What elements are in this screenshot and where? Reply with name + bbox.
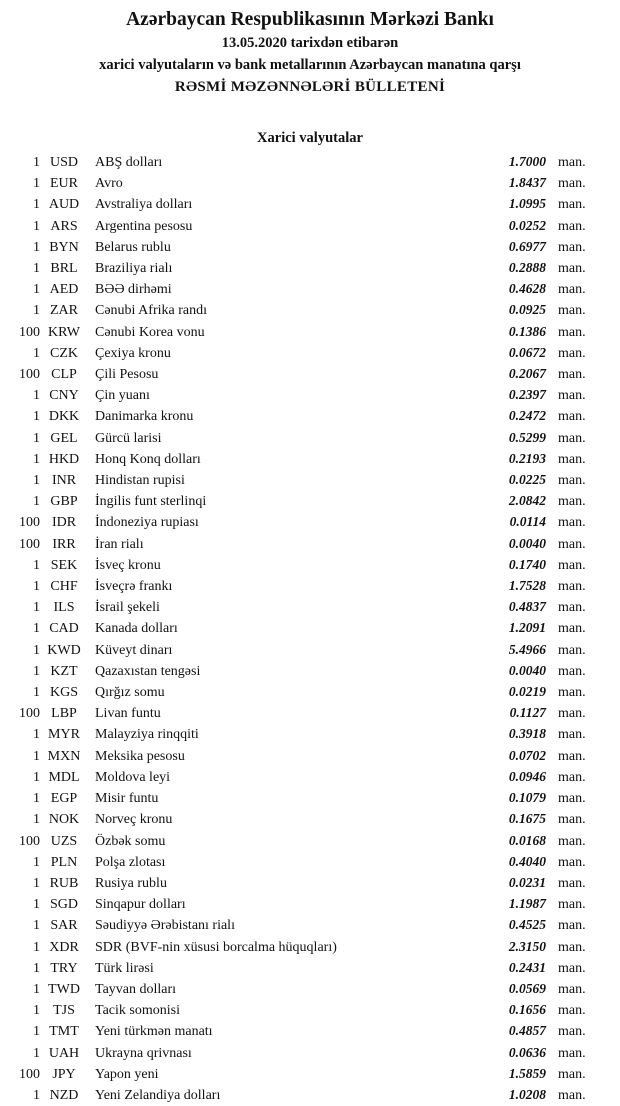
row-unit: man. (558, 1066, 586, 1082)
row-currency-name: Polşa zlotası (95, 854, 166, 870)
row-rate: 1.1987 (508, 896, 546, 912)
row-rate: 0.2397 (508, 387, 546, 403)
table-row (0, 343, 620, 364)
row-unit: man. (558, 367, 586, 383)
row-currency-code: CAD (49, 621, 79, 637)
row-currency-code: ARS (50, 218, 78, 234)
row-currency-name: İngilis funt sterlinqi (95, 494, 207, 510)
row-currency-code: NZD (49, 1087, 79, 1103)
table-row (0, 937, 620, 958)
table-row (0, 1085, 620, 1106)
table-row (0, 364, 620, 385)
row-currency-code: TWD (48, 981, 80, 997)
row-currency-code: ZAR (50, 303, 78, 319)
row-currency-code: BRL (50, 261, 78, 277)
row-currency-code: CZK (50, 345, 78, 361)
row-quantity: 1 (33, 875, 40, 891)
row-quantity: 1 (33, 812, 40, 828)
row-unit: man. (558, 706, 586, 722)
row-quantity: 1 (33, 282, 40, 298)
row-currency-name: Yeni Zelandiya dolları (95, 1087, 221, 1103)
row-quantity: 100 (19, 367, 40, 383)
row-quantity: 100 (19, 324, 40, 340)
row-rate: 0.0168 (508, 832, 546, 848)
row-unit: man. (558, 981, 586, 997)
row-quantity: 1 (33, 579, 40, 595)
table-row (0, 406, 620, 427)
row-currency-code: PLN (50, 854, 78, 870)
row-currency-code: MYR (48, 727, 80, 743)
row-currency-code: MXN (47, 748, 81, 764)
row-unit: man. (558, 854, 586, 870)
row-currency-code: INR (51, 473, 77, 489)
row-currency-code: SGD (49, 897, 78, 913)
table-row (0, 852, 620, 873)
row-quantity: 1 (33, 557, 40, 573)
row-quantity: 1 (33, 494, 40, 510)
row-rate: 0.1656 (508, 1002, 546, 1018)
table-row (0, 915, 620, 936)
row-quantity: 1 (33, 727, 40, 743)
row-currency-code: KWD (47, 642, 81, 658)
row-quantity: 100 (19, 833, 40, 849)
row-quantity: 1 (33, 960, 40, 976)
row-rate: 2.3150 (508, 938, 546, 954)
row-rate: 0.0225 (508, 472, 546, 488)
row-unit: man. (558, 197, 586, 213)
row-currency-code: SEK (50, 557, 78, 573)
row-quantity: 1 (33, 218, 40, 234)
row-quantity: 1 (33, 769, 40, 785)
row-currency-code: XDR (49, 939, 79, 955)
row-unit: man. (558, 345, 586, 361)
row-rate: 0.2193 (508, 450, 546, 466)
row-unit: man. (558, 1024, 586, 1040)
row-unit: man. (558, 875, 586, 891)
row-rate: 0.2888 (508, 260, 546, 276)
row-currency-name: Sinqapur dolları (95, 897, 186, 913)
row-quantity: 1 (33, 473, 40, 489)
row-currency-name: Argentina pesosu (95, 218, 193, 234)
row-currency-code: LBP (51, 706, 77, 722)
row-rate: 0.0231 (508, 874, 546, 890)
row-rate: 1.5859 (508, 1065, 546, 1081)
table-row (0, 237, 620, 258)
row-currency-name: Qırğız somu (95, 685, 165, 701)
table-row (0, 216, 620, 237)
table-row (0, 491, 620, 512)
row-unit: man. (558, 748, 586, 764)
table-row (0, 979, 620, 1000)
row-rate: 0.4525 (508, 917, 546, 933)
row-unit: man. (558, 494, 586, 510)
bank-title: Azərbaycan Respublikasının Mərkəzi Bankı (126, 9, 494, 30)
table-row (0, 809, 620, 830)
row-rate: 1.0208 (508, 1086, 546, 1102)
row-quantity: 1 (33, 388, 40, 404)
row-currency-name: Malayziya rinqqiti (95, 727, 199, 743)
row-quantity: 1 (33, 748, 40, 764)
row-rate: 0.4837 (508, 599, 546, 615)
row-quantity: 1 (33, 685, 40, 701)
row-currency-name: Türk lirəsi (95, 960, 154, 976)
row-unit: man. (558, 600, 586, 616)
row-unit: man. (558, 1087, 586, 1103)
row-currency-name: Qazaxıstan tengəsi (95, 663, 201, 679)
table-row (0, 1043, 620, 1064)
row-unit: man. (558, 960, 586, 976)
row-currency-code: HKD (48, 451, 80, 467)
row-unit: man. (558, 515, 586, 531)
row-currency-name: Danimarka kronu (95, 409, 194, 425)
row-quantity: 1 (33, 621, 40, 637)
row-currency-name: Çin yuanı (95, 388, 150, 404)
row-currency-code: USD (49, 155, 78, 170)
row-quantity: 1 (33, 451, 40, 467)
row-quantity: 1 (33, 155, 40, 170)
table-row (0, 279, 620, 300)
table-row (0, 385, 620, 406)
row-currency-code: KGS (49, 685, 78, 701)
row-currency-name: Səudiyyə Ərəbistanı rialı (95, 918, 235, 934)
row-rate: 1.7528 (508, 578, 546, 594)
bulletin-title: RƏSMİ MƏZƏNNƏLƏRİ BÜLLETENİ (174, 79, 446, 95)
row-quantity: 1 (33, 918, 40, 934)
table-row (0, 767, 620, 788)
row-unit: man. (558, 918, 586, 934)
row-currency-code: IRR (52, 536, 76, 552)
row-currency-code: JPY (52, 1066, 76, 1082)
table-row (0, 894, 620, 915)
date-line: 13.05.2020 tarixdən etibarən (221, 35, 399, 51)
row-currency-code: CLP (51, 367, 77, 383)
row-quantity: 100 (19, 515, 40, 531)
row-currency-name: BƏƏ dirhəmi (95, 282, 172, 298)
row-unit: man. (558, 642, 586, 658)
row-unit: man. (558, 473, 586, 489)
table-row (0, 958, 620, 979)
row-currency-name: Yeni türkmən manatı (95, 1024, 213, 1040)
table-row (0, 661, 620, 682)
table-row (0, 682, 620, 703)
row-quantity: 1 (33, 303, 40, 319)
row-rate: 0.1127 (509, 705, 546, 721)
row-currency-code: TJS (53, 1003, 75, 1019)
row-currency-name: Kanada dolları (95, 621, 178, 637)
table-row (0, 322, 620, 343)
row-currency-code: AED (49, 282, 79, 298)
row-unit: man. (558, 451, 586, 467)
table-row (0, 724, 620, 745)
table-row (0, 1021, 620, 1042)
row-unit: man. (558, 557, 586, 573)
row-quantity: 1 (33, 600, 40, 616)
row-currency-name: Tacik somonisi (95, 1003, 180, 1019)
row-unit: man. (558, 769, 586, 785)
row-rate: 0.1740 (508, 556, 546, 572)
subject-line: xarici valyutaların və bank metallarının Azərbaycan manatına qarşı (99, 57, 521, 73)
rates-table (0, 152, 620, 1106)
row-currency-name: Hindistan rupisi (95, 473, 185, 489)
row-currency-name: İsrail şekeli (95, 600, 160, 616)
row-currency-name: Meksika pesosu (95, 748, 185, 764)
row-currency-name: İran rialı (95, 536, 144, 552)
row-rate: 0.6977 (508, 238, 546, 254)
row-unit: man. (558, 536, 586, 552)
row-unit: man. (558, 812, 586, 828)
row-quantity: 1 (33, 897, 40, 913)
row-quantity: 1 (33, 791, 40, 807)
row-quantity: 1 (33, 345, 40, 361)
row-currency-name: Rusiya rublu (95, 875, 167, 891)
row-quantity: 1 (33, 197, 40, 213)
row-rate: 0.0946 (508, 768, 546, 784)
row-rate: 0.0925 (508, 302, 546, 318)
table-row (0, 512, 620, 533)
row-unit: man. (558, 833, 586, 849)
row-currency-name: Ukrayna qrivnası (95, 1045, 192, 1061)
row-currency-code: CNY (49, 388, 79, 404)
row-quantity: 1 (33, 176, 40, 192)
row-rate: 0.4040 (508, 853, 546, 869)
row-currency-code: GBP (50, 494, 78, 510)
row-rate: 0.0040 (508, 662, 546, 678)
table-row (0, 1000, 620, 1021)
row-quantity: 1 (33, 981, 40, 997)
table-row (0, 428, 620, 449)
row-currency-code: BYN (49, 239, 79, 255)
row-currency-name: ABŞ dolları (95, 155, 163, 170)
row-currency-code: MDL (48, 769, 80, 785)
row-rate: 1.8437 (508, 175, 546, 191)
row-currency-code: UAH (48, 1045, 80, 1061)
row-currency-code: ILS (53, 600, 75, 616)
row-rate: 0.0114 (509, 514, 546, 530)
row-quantity: 1 (33, 1087, 40, 1103)
row-currency-name: Honq Konq dolları (95, 451, 201, 467)
row-currency-name: İsveçrə frankı (95, 579, 173, 595)
row-rate: 0.2067 (508, 366, 546, 382)
row-rate: 0.4857 (508, 1023, 546, 1039)
row-currency-code: CHF (50, 579, 78, 595)
row-unit: man. (558, 685, 586, 701)
table-row (0, 703, 620, 724)
row-currency-code: TRY (50, 960, 78, 976)
table-row (0, 640, 620, 661)
row-rate: 0.1079 (508, 790, 546, 806)
table-row (0, 258, 620, 279)
row-currency-code: DKK (48, 409, 80, 425)
row-currency-code: SAR (50, 918, 78, 934)
row-unit: man. (558, 239, 586, 255)
row-currency-code: TMT (49, 1024, 79, 1040)
row-currency-name: Yapon yeni (95, 1066, 159, 1082)
row-unit: man. (558, 176, 586, 192)
row-currency-name: Livan funtu (95, 706, 161, 722)
row-quantity: 1 (33, 1003, 40, 1019)
row-rate: 0.0672 (508, 344, 546, 360)
row-quantity: 1 (33, 939, 40, 955)
row-unit: man. (558, 621, 586, 637)
row-quantity: 1 (33, 642, 40, 658)
row-currency-code: KRW (48, 324, 80, 340)
row-currency-name: SDR (BVF-nin xüsusi borcalma hüquqları) (95, 939, 337, 955)
row-quantity: 1 (33, 261, 40, 277)
row-rate: 0.0040 (508, 535, 546, 551)
row-quantity: 100 (19, 536, 40, 552)
table-row (0, 1064, 620, 1085)
table-row (0, 873, 620, 894)
row-quantity: 1 (33, 1024, 40, 1040)
row-unit: man. (558, 324, 586, 340)
row-rate: 1.2091 (508, 620, 546, 636)
row-unit: man. (558, 155, 586, 170)
row-currency-code: UZS (50, 833, 78, 849)
row-unit: man. (558, 409, 586, 425)
table-row (0, 534, 620, 555)
row-currency-name: Çili Pesosu (95, 367, 159, 383)
row-unit: man. (558, 261, 586, 277)
table-row (0, 576, 620, 597)
row-currency-name: Küveyt dinarı (95, 642, 173, 658)
row-rate: 1.0995 (508, 196, 546, 212)
row-rate: 2.0842 (508, 493, 546, 509)
row-currency-name: Belarus rublu (95, 239, 171, 255)
row-unit: man. (558, 282, 586, 298)
row-currency-code: KZT (50, 663, 78, 679)
row-quantity: 1 (33, 1045, 40, 1061)
row-currency-code: EGP (50, 791, 78, 807)
row-currency-name: Norveç kronu (95, 812, 173, 828)
row-quantity: 1 (33, 854, 40, 870)
row-currency-name: Tayvan dolları (95, 981, 177, 997)
row-rate: 0.0569 (508, 980, 546, 996)
row-currency-code: NOK (48, 812, 80, 828)
row-rate: 0.2431 (508, 959, 546, 975)
table-row (0, 300, 620, 321)
table-row (0, 746, 620, 767)
row-currency-name: Braziliya rialı (95, 261, 173, 277)
row-rate: 0.0702 (508, 747, 546, 763)
table-row (0, 788, 620, 809)
row-unit: man. (558, 218, 586, 234)
row-currency-code: GEL (50, 430, 78, 446)
row-quantity: 1 (33, 663, 40, 679)
row-quantity: 1 (33, 239, 40, 255)
row-rate: 0.0219 (508, 684, 546, 700)
row-unit: man. (558, 303, 586, 319)
row-currency-name: Cənubi Afrika randı (95, 303, 207, 319)
row-unit: man. (558, 727, 586, 743)
row-unit: man. (558, 388, 586, 404)
row-rate: 0.3918 (508, 726, 546, 742)
row-currency-name: İsveç kronu (95, 557, 161, 573)
row-currency-code: IDR (51, 515, 77, 531)
table-row (0, 194, 620, 215)
row-currency-name: Çexiya kronu (95, 345, 171, 361)
table-row (0, 173, 620, 194)
row-quantity: 1 (33, 430, 40, 446)
row-currency-code: AUD (48, 197, 80, 213)
row-currency-name: Cənubi Korea vonu (95, 324, 205, 340)
row-currency-name: Misir funtu (95, 791, 159, 807)
row-unit: man. (558, 430, 586, 446)
table-row (0, 618, 620, 639)
row-rate: 5.4966 (508, 641, 546, 657)
row-currency-name: Avro (95, 176, 123, 192)
row-rate: 1.7000 (508, 154, 546, 169)
row-currency-name: İndoneziya rupiası (95, 515, 199, 531)
row-unit: man. (558, 579, 586, 595)
row-currency-code: EUR (50, 176, 78, 192)
row-unit: man. (558, 663, 586, 679)
row-currency-name: Avstraliya dolları (95, 197, 193, 213)
row-unit: man. (558, 939, 586, 955)
row-rate: 0.1386 (508, 323, 546, 339)
row-unit: man. (558, 897, 586, 913)
table-row (0, 597, 620, 618)
row-currency-name: Özbək somu (95, 833, 166, 849)
section-title: Xarici valyutalar (257, 130, 363, 146)
row-quantity: 100 (19, 1066, 40, 1082)
row-quantity: 1 (33, 409, 40, 425)
row-unit: man. (558, 1003, 586, 1019)
row-currency-name: Gürcü larisi (95, 430, 162, 446)
table-row (0, 831, 620, 852)
row-quantity: 100 (19, 706, 40, 722)
row-currency-name: Moldova leyi (95, 769, 171, 785)
row-rate: 0.2472 (508, 408, 546, 424)
row-rate: 0.0636 (508, 1044, 546, 1060)
row-currency-code: RUB (49, 875, 79, 891)
table-row (0, 449, 620, 470)
row-rate: 0.0252 (508, 217, 546, 233)
table-row (0, 555, 620, 576)
table-row (0, 152, 620, 173)
row-rate: 0.4628 (508, 281, 546, 297)
row-unit: man. (558, 791, 586, 807)
row-rate: 0.5299 (508, 429, 546, 445)
row-unit: man. (558, 1045, 586, 1061)
row-rate: 0.1675 (508, 811, 546, 827)
table-row (0, 470, 620, 491)
